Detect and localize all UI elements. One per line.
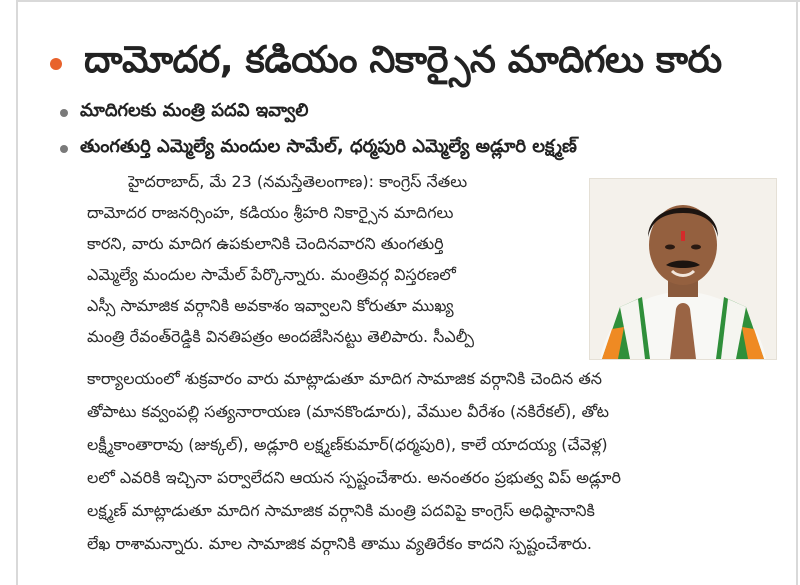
body-line: కార్యాలయంలో శుక్రవారం వారు మాట్లాడుతూ మాదిగ సామాజిక వర్గానికి చెందిన తన bbox=[87, 369, 603, 388]
subheading-1 bbox=[60, 100, 308, 125]
headline bbox=[50, 38, 790, 90]
frame-left-border bbox=[16, 0, 18, 585]
body-line: మంత్రి రేవంత్‌రెడ్డికి వినతిపత్రం అందజేసినట్టు తెలిపారు. సీఎల్పీ bbox=[87, 327, 475, 346]
headline-text: దామోదర, కడియం నికార్సైన మాదిగలు కారు bbox=[84, 38, 722, 81]
portrait-photo bbox=[589, 178, 777, 360]
frame-right-border bbox=[796, 0, 798, 585]
body-line: దామోదర రాజనర్సింహ, కడియం శ్రీహరి నికార్సైన మాదిగలు bbox=[87, 203, 454, 222]
body-line: లక్ష్మణ్‌ మాట్లాడుతూ మాదిగ సామాజిక వర్గానికి మంత్రి పదవిపై కాంగ్రెస్‌ అధిష్ఠానానికి bbox=[87, 501, 595, 520]
bullet-icon bbox=[60, 145, 68, 153]
body-line: ఎమ్మెల్యే మందుల సామేల్‌ పేర్కొన్నారు. మంత్రివర్గ విస్తరణలో bbox=[87, 265, 456, 284]
subheading-2 bbox=[60, 136, 577, 161]
frame-top-border bbox=[16, 0, 800, 2]
portrait-illustration bbox=[590, 179, 776, 359]
subheading-text: తుంగతుర్తి ఎమ్మెల్యే మందుల సామేల్‌, ధర్మపురి ఎమ్మెల్యే అడ్లూరి లక్ష్మణ్‌ bbox=[80, 136, 577, 157]
body-line: లేఖ రాశామన్నారు. మాల సామాజిక వర్గానికి తాము వ్యతిరేకం కాదని స్పష్టంచేశారు. bbox=[87, 534, 592, 553]
body-line: లలో ఎవరికి ఇచ్చినా పర్వాలేదని ఆయన స్పష్టంచేశారు. అనంతరం ప్రభుత్వ విప్‌ అడ్లూరి bbox=[87, 468, 621, 487]
bullet-icon bbox=[50, 58, 62, 70]
body-line: తోపాటు కవ్వంపల్లి సత్యనారాయణ (మానకొండూరు), వేముల వీరేశం (నకిరేకల్‌), తోట bbox=[87, 402, 609, 421]
body-line: హైదరాబాద్‌, మే 23 (నమస్తేతెలంగాణ): కాంగ్రెస్‌ నేతలు bbox=[128, 172, 468, 191]
body-line: ఎస్సీ సామాజిక వర్గానికి అవకాశం ఇవ్వాలని కోరుతూ ముఖ్య bbox=[87, 296, 454, 315]
body-line: లక్ష్మీకాంతారావు (జుక్కల్‌), అడ్లూరి లక్ష్మణ్‌కుమార్‌(ధర్మపురి), కాలే యాదయ్య (చేవెళ్ల) bbox=[87, 435, 608, 454]
bullet-icon bbox=[60, 109, 68, 117]
body-line: కారని, వారు మాదిగ ఉపకులానికి చెందినవారని తుంగతుర్తి bbox=[87, 234, 444, 253]
subheading-text: మాదిగలకు మంత్రి పదవి ఇవ్వాలి bbox=[80, 100, 309, 121]
